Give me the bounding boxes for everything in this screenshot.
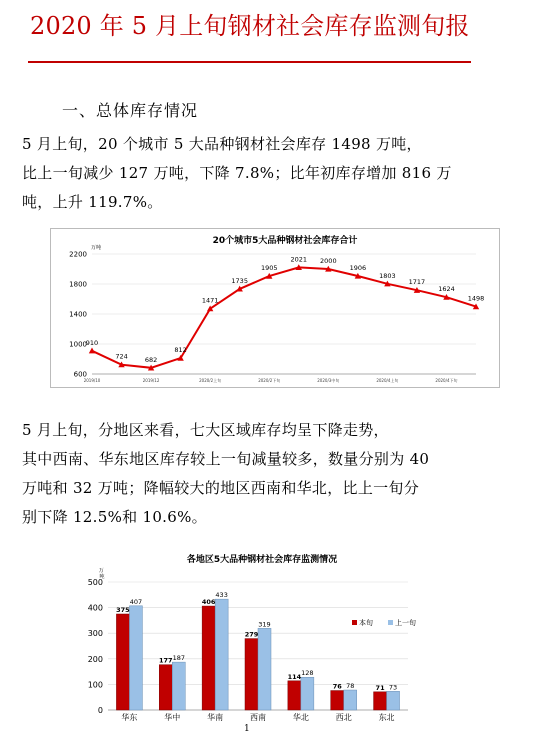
bar-chart-x-tick-label: 华中 [164,713,181,722]
bar-chart-x-tick-label: 东北 [378,713,395,722]
bar-chart-bar [202,606,215,710]
line-chart-data-label: 910 [85,338,99,347]
bar-chart-bar [374,692,387,710]
line-chart-data-label: 2021 [290,255,308,264]
line-chart-data-label: 1735 [231,276,248,285]
bar-chart-x-tick-label: 华北 [292,713,309,722]
line-chart-y-tick-label: 2200 [69,250,87,259]
line-chart-x-tick-label: 2020/4下旬 [435,378,458,383]
bar-chart-data-label: 177 [158,656,173,665]
line-chart-data-label: 1717 [408,278,426,287]
line-chart-data-label: 1498 [467,294,485,303]
line-chart-data-label: 1471 [201,296,219,305]
line-chart-x-tick-label: 2019/12 [142,378,160,383]
bar-chart-data-label: 319 [258,620,271,629]
line-chart-x-tick-label: 2020/2下旬 [258,378,281,383]
line-chart-x-tick-label: 2020/4上旬 [376,378,399,383]
bar-chart-data-label: 78 [346,682,355,691]
paragraph-line: 5 月上旬，20 个城市 5 大品种钢材社会库存 1498 万吨， [22,135,422,153]
bar-chart-data-label: 128 [301,669,314,678]
bar-chart-bar [245,639,258,710]
bar-chart-y-tick-label: 100 [87,680,103,690]
bar-chart-data-label: 71 [375,683,385,692]
bar-chart-bar [129,606,142,710]
bar-chart-bar [288,681,301,710]
bar-chart-x-tick-label: 西南 [250,713,266,722]
line-chart-data-label: 1803 [379,271,396,280]
bar-chart-legend-swatch [388,620,393,625]
bar-chart-data-label: 187 [172,654,185,663]
paragraph-line: 万吨和 32 万吨；降幅较大的地区西南和华北，比上一旬分 [22,479,420,497]
bar-chart-bar [344,690,357,710]
bar-chart-data-label: 279 [244,630,259,639]
line-chart-data-label: 682 [144,355,158,364]
bar-chart-data-label: 406 [201,598,216,607]
line-chart-data-label: 1624 [438,285,455,294]
bar-chart-y-tick-label: 200 [87,654,103,664]
page-number: 1 [244,724,250,734]
bar-chart-x-tick-label: 华东 [121,713,138,722]
line-chart-data-label: 812 [174,346,187,355]
total-inventory-line-chart [50,228,500,388]
section-heading: 一、总体库存情况 [62,101,199,120]
line-chart-x-tick-label: 2020/3中旬 [317,378,340,383]
paragraph-line: 吨，上升 119.7%。 [22,193,163,211]
line-chart-data-label: 2000 [320,257,337,265]
line-chart-y-tick-label: 1000 [69,340,87,349]
bar-chart-x-tick-label: 华南 [207,713,224,722]
line-chart-y-tick-label: 1400 [69,310,87,319]
bar-chart-legend-label: 上一旬 [395,619,416,627]
bar-chart-y-tick-label: 300 [87,629,103,639]
line-chart-y-tick-label: 600 [73,370,87,379]
bar-chart-bar [331,691,344,710]
line-chart-x-tick-label: 2020/2上旬 [199,378,222,383]
bar-chart-bar [258,628,271,710]
bar-chart-bar [159,665,172,710]
line-chart-data-label: 724 [115,352,128,361]
bar-chart-data-label: 375 [116,606,130,614]
line-chart-data-label: 1905 [260,264,278,273]
bar-chart-bar [387,691,400,710]
line-chart-title: 20个城市5大品种钢材社会库存合计 [212,236,358,246]
line-chart-data-label: 1906 [349,264,367,273]
line-chart-y-tick-label: 1800 [69,280,87,289]
bar-chart-legend-label: 本旬 [359,619,373,627]
regional-inventory-bar-chart [62,548,462,723]
bar-chart-y-tick-label: 0 [97,706,103,715]
document-title: 2020 年 5 月上旬钢材社会库存监测旬报 [30,12,470,40]
bar-chart-x-tick-label: 西北 [335,713,352,722]
bar-chart-bar [116,614,129,710]
bar-chart-y-unit-line: 万 [98,568,104,574]
line-chart-x-tick-label: 2019/10 [83,378,101,383]
bar-chart-data-label: 76 [332,682,342,691]
bar-chart-bar [301,677,314,710]
paragraph-regional-inventory [22,416,527,532]
bar-chart-y-ticks [88,578,103,715]
bar-chart-y-unit-line: 吨 [99,574,105,580]
bar-chart-data-label: 114 [287,672,302,681]
bar-chart-title: 各地区5大品种钢材社会库存监测情况 [186,555,338,565]
bar-chart-data-label: 433 [215,591,228,600]
paragraph-total-inventory [22,130,527,217]
paragraph-line: 5 月上旬，分地区来看，七大区域库存均呈下降走势， [22,421,389,439]
bar-chart-x-ticks [121,712,394,722]
bar-chart-bar [172,662,185,710]
paragraph-line: 别下降 12.5%和 10.6%。 [22,508,207,526]
bar-chart-y-tick-label: 400 [87,603,103,613]
bar-chart-data-label: 407 [129,597,143,606]
title-rule [28,61,471,63]
bar-chart-legend-swatch [352,620,357,625]
bar-chart-data-label: 73 [388,683,398,692]
paragraph-line: 比上一旬减少 127 万吨，下降 7.8%；比年初库存增加 816 万 [22,164,452,182]
bar-chart-bars [116,599,399,710]
bar-chart-legend [352,618,416,627]
line-chart-y-unit: 万吨 [90,245,102,251]
bar-chart-y-tick-label: 500 [87,578,103,587]
bar-chart-bar [215,599,228,710]
paragraph-line: 其中西南、华东地区库存较上一旬减量较多，数量分别为 40 [22,450,430,468]
